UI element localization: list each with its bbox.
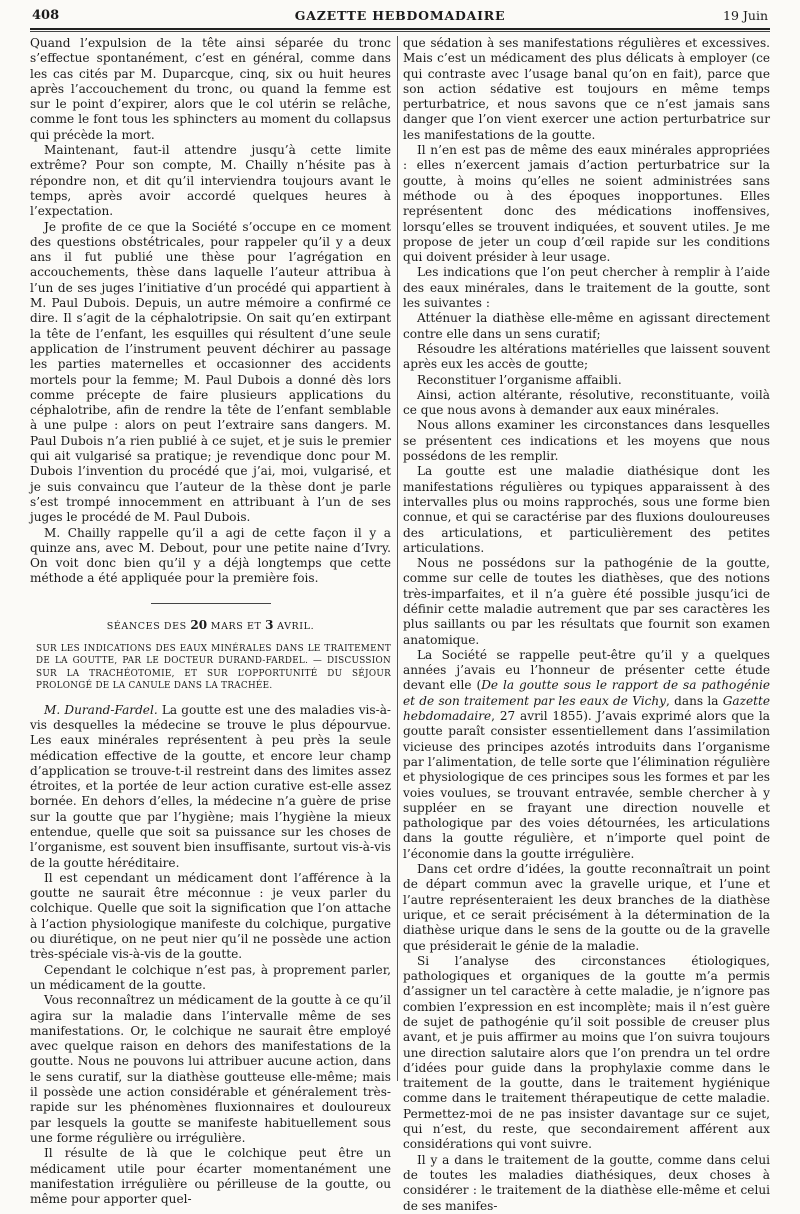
- text-run: , 27 avril 1855). J’avais exprimé alors que la goutte paraît consister essentiellement dans l’assimilation vicieuse des principes azotés introduits dans l’organisme par l’alimentation, de telle sorte que l’élimination régulière et physiologique de ces principes sous les formes et par les voies voulues, se trouvant entravée, semble chercher à y suppléer en se frayant une direction nouvelle et pathologique par des voies détournées, les articulations dans la goutte régulière, et n’importe quel point de l’économie dans la goutte irrégulière.: [403, 709, 770, 861]
- left-column: [30, 36, 392, 1207]
- paragraph: Résoudre les altérations matérielles que laissent souvent après eux les accès de goutte;: [403, 341, 770, 372]
- speaker-paragraph: [30, 703, 391, 871]
- paragraph-continuation: que sédation à ses manifestations régulières et excessives. Mais c’est un médicament des plus délicats à employer (ce qui contraste avec l’usage banal qu’on en fait), parce que son action sédative est toujours en même temps perturbatrice, et nous savons que ce n’est jamais sans danger que l’on vient exercer une action perturbatrice sur les manifestations de la goutte.: [403, 36, 770, 142]
- paragraph: Dans cet ordre d’idées, la goutte reconnaîtrait un point de départ commun avec la gravelle urique, et l’une et l’autre représenteraient les deux branches de la diathèse urique, et ce serait précisément à la détermination de la diathèse urique dans le sens de la goutte ou de la gravelle que présiderait le génie de la maladie.: [403, 862, 770, 953]
- running-header: [30, 6, 770, 28]
- paragraph: M. Chailly rappelle qu’il a agi de cette façon il y a quinze ans, avec M. Debout, pour une petite naine d’Ivry. On voit donc bien qu’il y a déjà longtemps que cette méthode a été appliquée pour la première fois.: [30, 525, 391, 586]
- citation-title: De la goutte sous le rapport de sa pathogénie et de son traitement par les eaux de Vichy: [403, 678, 770, 708]
- paragraph: Reconstituer l’organisme affaibli.: [417, 372, 622, 387]
- column-divider: [397, 36, 398, 1081]
- sessions-suffix: AVRIL.: [277, 620, 315, 632]
- paragraph: Il y a dans le traitement de la goutte, comme dans celui de toutes les maladies diathésiques, deux choses à considérer : le traitement de la diathèse elle-même et celui de ses manifes-: [403, 1152, 770, 1213]
- sessions-mid: MARS ET: [210, 620, 262, 632]
- sessions-day-1: 20: [190, 617, 208, 632]
- paragraph: Il résulte de là que le colchique peut être un médicament utile pour écarter momentanément une manifestation irrégulière ou périlleuse de la goutte, ou même pour apporter quel-: [30, 1146, 391, 1207]
- paragraph: La goutte est une maladie diathésique dont les manifestations régulières ou typiques apparaissent à des intervalles plus ou moins rapprochés, sous une forme bien connue, et qui se caractérise par des fluxions douloureuses des articulations, et particulièrement des petites articulations.: [403, 464, 770, 555]
- header-rule: [30, 28, 770, 30]
- issue-date-text: 19 Juin: [723, 8, 768, 23]
- text-run: La Société se rappelle peut-être qu’il y a quelques années j’avais eu l’honneur de présenter cette étude devant elle (: [403, 647, 770, 693]
- paragraph: Nous allons examiner les circonstances dans lesquelles se présentent ces indications et les moyens que nous possédons de les remplir.: [403, 418, 770, 464]
- page-number: 408: [32, 8, 60, 23]
- paragraph: Il est cependant un médicament dont l’afférence à la goutte ne saurait être méconnue : je veux parler du colchique. Quelle que soit la signification que l’on attache à l’action physiologique manifeste du colchique, purgative ou diurétique, on ne peut nier qu’il ne possède une action très-spéciale vis-à-vis de la goutte.: [30, 870, 391, 962]
- paragraph: Cependant le colchique n’est pas, à proprement parler, un médicament de la goutte.: [30, 962, 391, 992]
- paragraph: Quand l’expulsion de la tête ainsi séparée du tronc s’effectue spontanément, c’est en général, comme dans les cas cités par M. Duparcque, cinq, six ou huit heures après l’accouchement du tronc, ou quand la femme est sur le point d’expirer, alors que le col utérin se relâche, comme le font tous les sphincters au moment du collapsus qui précède la mort.: [30, 36, 391, 142]
- paragraph-societe: [403, 648, 770, 862]
- paragraph: Nous ne possédons sur la pathogénie de la goutte, comme sur celle de toutes les diathèses, que des notions très-imparfaites, et il n’a guère été possible jusqu’ici de définir cette maladie autrement que par ses caractères les plus saillants ou par les résultats que fournit son examen anatomique.: [403, 556, 770, 647]
- paragraph: Je profite de ce que la Société s’occupe en ce moment des questions obstétricales, pour rappeler qu’il y a deux ans il fut publié une thèse pour l’agrégation en accouchements, thèse dans laquelle l’auteur attribua à l’un de ses juges l’initiative d’un procédé qui appartient à M. Paul Dubois. Depuis, un autre mémoire a confirmé ce dire. Il s’agit de la céphalotripsie. On sait qu’en extirpant la tête de l’enfant, les esquilles qui résultent d’une seule application de l’instrument peuvent déchirer au passage les parties maternelles et occasionner des accidents mortels pour la femme; M. Paul Dubois a donné dès lors comme précepte de faire plusieurs applications du céphalotribe, afin de rendre la tête de l’enfant semblable à une pulpe : alors on peut l’extraire sans dangers. M. Paul Dubois n’a rien publié à ce sujet, et je suis le premier qui ait vulgarisé sa pratique; je revendique donc pour M. Dubois l’invention du procédé que j’ai, moi, vulgarisé, et je suis convaincu que l’auteur de la thèse dont je parle s’est trompé innocemment en attribuant à l’un de ses juges le procédé de M. Paul Dubois.: [30, 219, 391, 525]
- paragraph: Les indications que l’on peut chercher à remplir à l’aide des eaux minérales, dans le traitement de la goutte, sont les suivantes :: [403, 265, 770, 311]
- paragraph: Ainsi, action altérante, résolutive, reconstituante, voilà ce que nous avons à demander aux eaux minérales.: [403, 387, 770, 418]
- citation-journal: Gazette hebdomadaire: [403, 693, 770, 724]
- speaker-text: La goutte est une des maladies vis-à-vis desquelles la médecine se trouve le plus dépourvue. Les eaux minérales représentent à peu près la seule médication effective de la goutte, et encore leur champ d’application se trouve-t-il restreint dans des limites assez étroites, et la portée de leur action curative est-elle assez bornée. En dehors d’elles, la médecine n’a guère de prise sur la goutte que par l’hygiène; mais l’hygiène la mieux entendue, quelle que soit sa puissance sur les choses de l’organisme, est souvent bien insuffisante, surtout vis-à-vis de la goutte héréditaire.: [30, 702, 392, 870]
- paragraph: Maintenant, faut-il attendre jusqu’à cette limite extrême? Pour son compte, M. Chailly n’hésite pas à répondre non, et dit qu’il interviendra toujours avant le temps, après avoir accordé quelques heures à l’expectation.: [30, 143, 391, 219]
- header-rule-thin: [30, 31, 770, 32]
- paragraph: Atténuer la diathèse elle-même en agissant directement contre elle dans un sens curatif;: [403, 311, 770, 341]
- text-run: , dans la: [666, 693, 723, 708]
- issue-date: [723, 8, 768, 23]
- paragraph: Vous reconnaîtrez un médicament de la goutte à ce qu’il agira sur la maladie dans l’intervalle même de ses manifestations. Or, le colchique ne saurait être employé avec quelque raison en dehors des manifestations de la goutte. Nous ne pouvons lui attribuer aucune action, dans le sens curatif, sur la diathèse goutteuse elle-même; mais il possède une action considérable et généralement très-rapide sur les phénomènes fluxionnaires et douloureux par lesquels la goutte se manifeste habituellement sous une forme régulière ou irrégulière.: [30, 993, 391, 1145]
- journal-title: GAZETTE HEBDOMADAIRE: [294, 8, 506, 23]
- sessions-day-2: 3: [265, 617, 274, 632]
- section-separator: [151, 603, 271, 604]
- sessions-prefix: SÉANCES DES: [106, 620, 187, 632]
- session-summary: SUR LES INDICATIONS DES EAUX MINÉRALES DANS LE TRAITEMENT DE LA GOUTTE, PAR LE DOCTEUR DURAND-FARDEL. — DISCUSSION SUR LA TRACHÉOTOMIE, ET SUR L’OPPORTUNITÉ DU SÉJOUR PROLONGÉ DE LA CANULE DANS LA TRACHÉE.: [36, 643, 391, 692]
- paragraph: Il n’en est pas de même des eaux minérales appropriées : elles n’exercent jamais d’action perturbatrice sur la goutte, à moins qu’elles ne soient administrées sans méthode ou à des époques inopportunes. Elles représentent donc des médications inoffensives, lorsqu’elles se trouvent indiquées, et souvent utiles. Je me propose de jeter un coup d’œil rapide sur les conditions qui doivent présider à leur usage.: [403, 143, 770, 265]
- paragraph: Si l’analyse des circonstances étiologiques, pathologiques et organiques de la goutte m’a permis d’assigner un tel caractère à cette maladie, je n’ignore pas combien l’expression en est incomplète; mais il n’est guère de sujet de pathogénie qu’il soit possible de creuser plus avant, et je puis affirmer au moins que l’on suivra toujours une direction salutaire alors que l’on prendra un tel ordre d’idées pour guide dans la prophylaxie comme dans le traitement de la goutte, dans le traitement hygiénique comme dans le traitement thérapeutique de cette maladie. Permettez-moi de ne pas insister davantage sur ce sujet, qui n’est, du reste, que secondairement afférent aux considérations qui vont suivre.: [403, 953, 770, 1152]
- speaker-name: M. Durand-Fardel.: [44, 702, 158, 717]
- sessions-heading: [30, 618, 391, 634]
- right-column: [403, 36, 770, 1213]
